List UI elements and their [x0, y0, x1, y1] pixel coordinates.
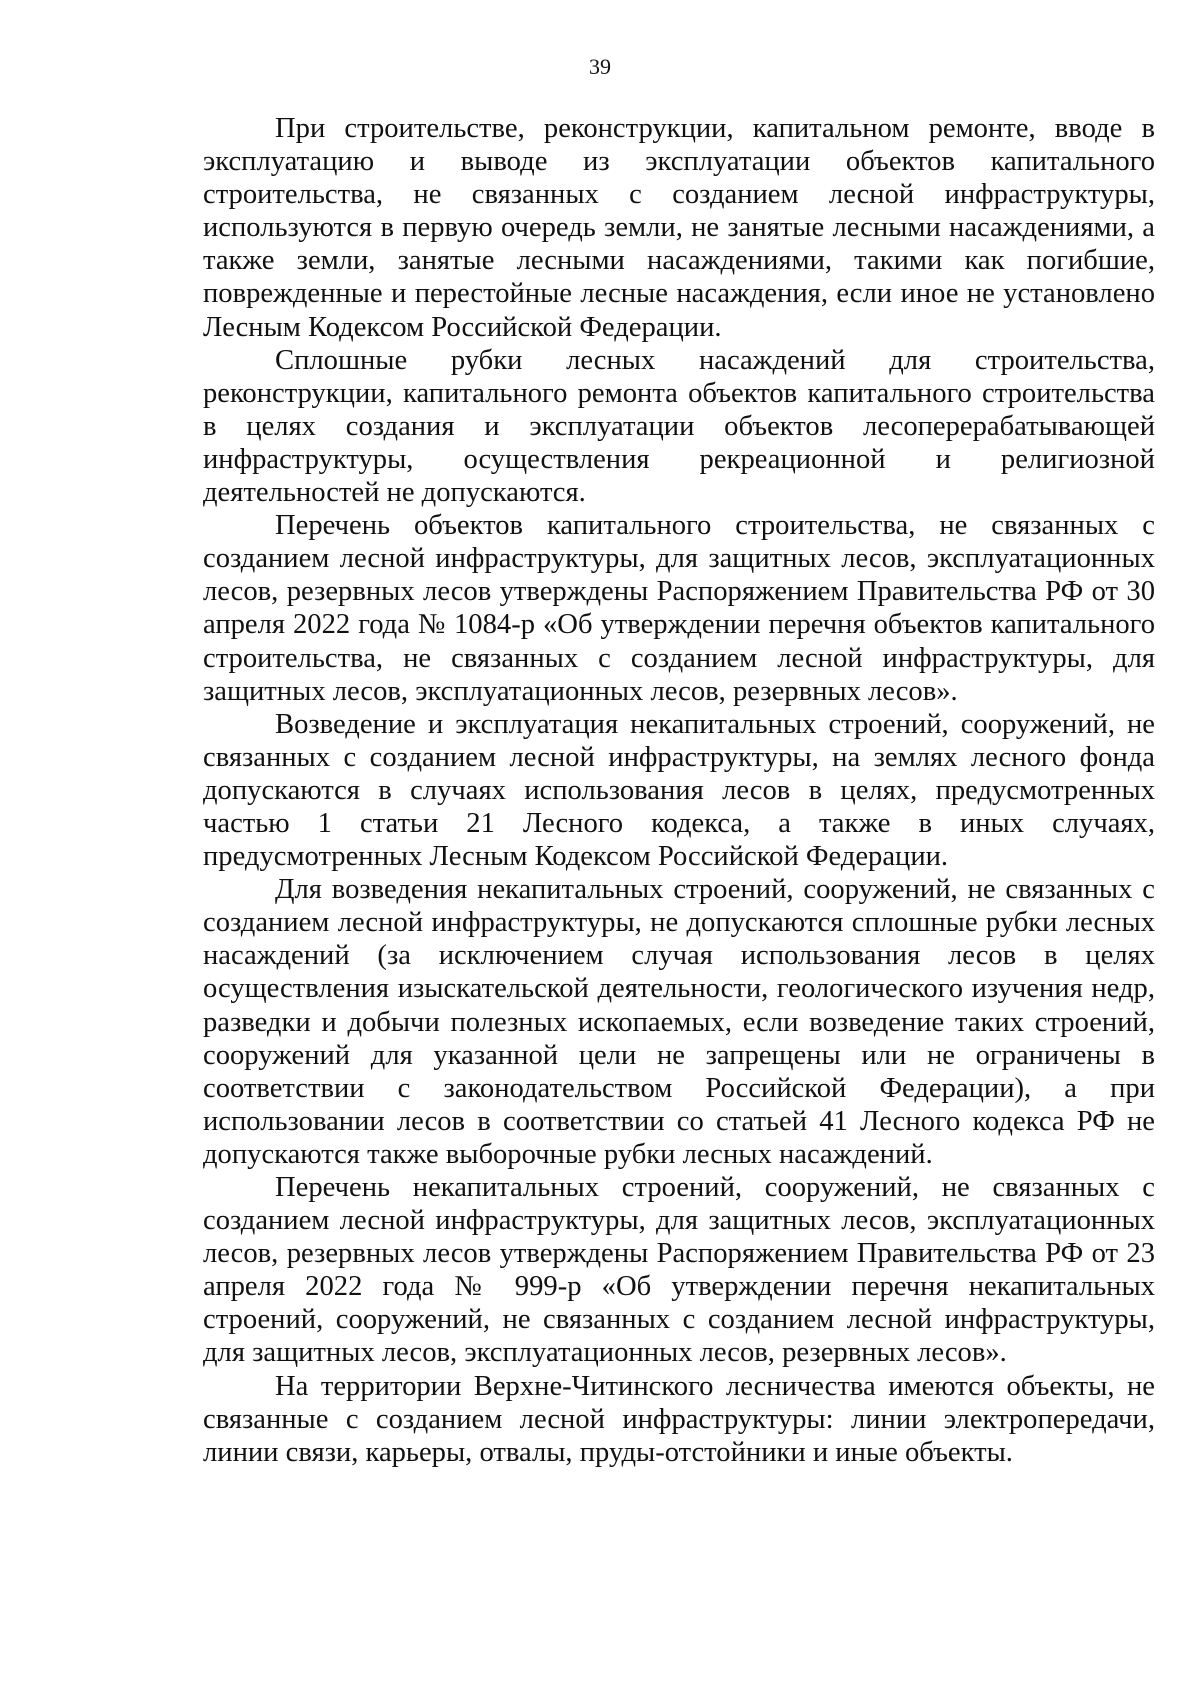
- paragraph: При строительстве, реконструкции, капитальном ремонте, вводе в эксплуатацию и выводе из эксплуатации объектов капитального строительства, не связанных с созданием лесной инфраструктуры, используются в первую очередь земли, не занятые лесными насаждениями, а также земли, занятые лесными насаждениями, такими как погибшие, поврежденные и перестойные лесные насаждения, если иное не установлено Лесным Кодексом Российской Федерации.: [203, 113, 1155, 343]
- paragraph: Возведение и эксплуатация некапитальных строений, сооружений, не связанных с созданием лесной инфраструктуры, на землях лесного фонда допускаются в случаях использования лесов в целях, предусмотренных частью 1 статьи 21 Лесного кодекса, а также в иных случаях, предусмотренных Лесным Кодексом Российской Федерации.: [203, 708, 1155, 873]
- page-number: 39: [589, 54, 611, 79]
- body-text: [203, 112, 1155, 1469]
- paragraph: Сплошные рубки лесных насаждений для строительства, реконструкции, капитального ремонта объектов капитального строительства в целях создания и эксплуатации объектов лесоперерабатывающей инфраструктуры, осуществления рекреационной и религиозной деятельностей не допускаются.: [203, 344, 1155, 509]
- paragraph: Перечень объектов капитального строительства, не связанных с созданием лесной инфраструктуры, для защитных лесов, эксплуатационных лесов, резервных лесов утверждены Распоряжением Правительства РФ от 30 апреля 2022 года № 1084-р «Об утверждении перечня объектов капитального строительства, не связанных с созданием лесной инфраструктуры, для защитных лесов, эксплуатационных лесов, резервных лесов».: [203, 510, 1155, 707]
- paragraph: Перечень некапитальных строений, сооружений, не связанных с созданием лесной инфраструктуры, для защитных лесов, эксплуатационных лесов, резервных лесов утверждены Распоряжением Правительства РФ от 23 апреля 2022 года № 999-р «Об утверждении перечня некапитальных строений, сооружений, не связанных с созданием лесной инфраструктуры, для защитных лесов, эксплуатационных лесов, резервных лесов».: [203, 1172, 1155, 1369]
- paragraph: На территории Верхне-Читинского лесничества имеются объекты, не связанные с созданием лесной инфраструктуры: линии электропередачи, линии связи, карьеры, отвалы, пруды-отстойники и иные объекты.: [203, 1370, 1155, 1468]
- paragraph: Для возведения некапитальных строений, сооружений, не связанных с созданием лесной инфраструктуры, не допускаются сплошные рубки лесных насаждений (за исключением случая использования лесов в целях осуществления изыскательской деятельности, геологического изучения недр, разведки и добычи полезных ископаемых, если возведение таких строений, сооружений для указанной цели не запрещены или не ограничены в соответствии с законодательством Российской Федерации), а при использовании лесов в соответствии со статьей 41 Лесного кодекса РФ не допускаются также выборочные рубки лесных насаждений.: [203, 874, 1155, 1170]
